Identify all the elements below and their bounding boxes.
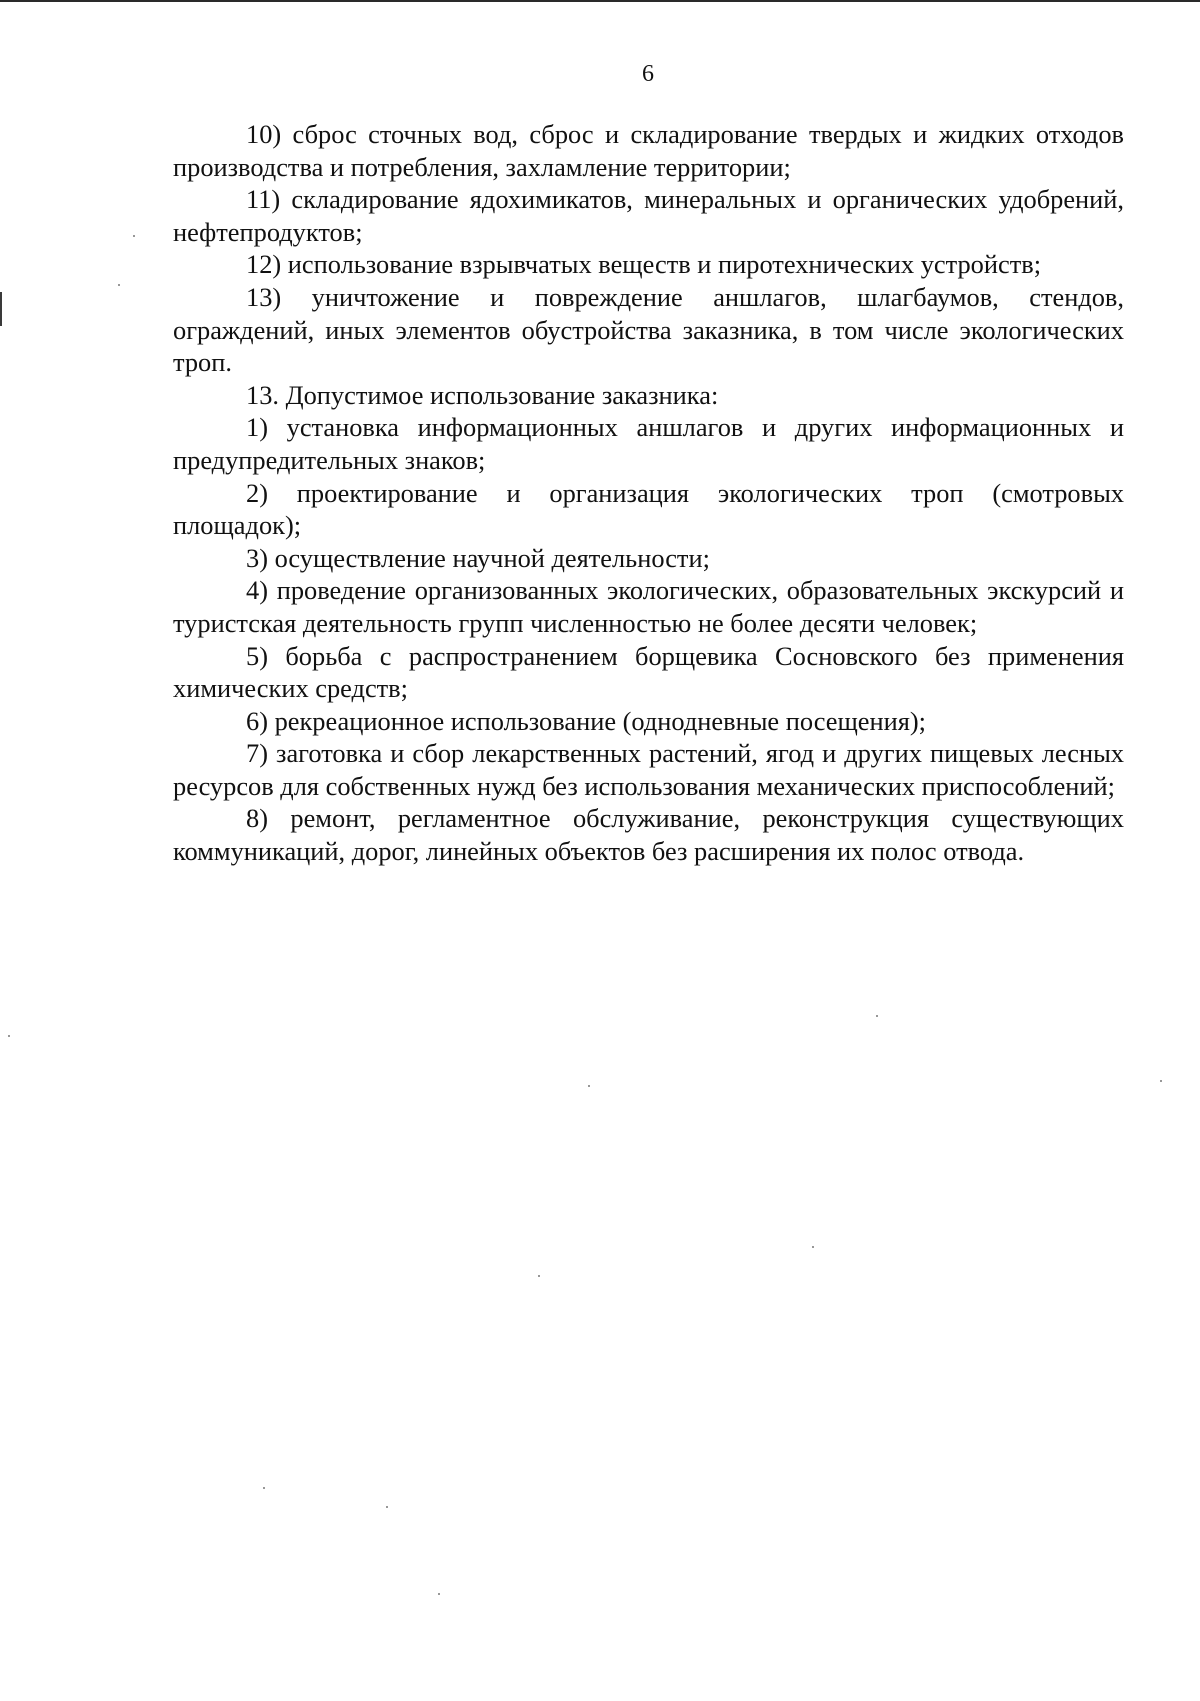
- scan-speck: [133, 235, 135, 237]
- scan-speck: [812, 1246, 814, 1248]
- allowed-item-6: 6) рекреационное использование (однодневные посещения);: [246, 705, 926, 736]
- scan-speck: [438, 1593, 440, 1595]
- list-item-12: 12) использование взрывчатых веществ и пиротехнических устройств;: [246, 249, 1042, 280]
- scan-speck: [588, 1085, 590, 1087]
- allowed-item-4: 4) проведение организованных экологических, образовательных экскурсий и туристская деятельность групп численностью не более десяти человек;: [173, 575, 1124, 638]
- section-heading-13: 13. Допустимое использование заказника:: [246, 379, 719, 410]
- allowed-item-1: 1) установка информационных аншлагов и других информационных и предупредительных знаков;: [173, 412, 1124, 475]
- scan-speck: [118, 284, 120, 286]
- scan-top-edge: [0, 0, 1200, 2]
- scan-speck: [8, 1035, 10, 1037]
- page-number: 6: [642, 61, 654, 87]
- scan-speck: [538, 1275, 540, 1277]
- document-body: [173, 118, 1124, 868]
- allowed-item-5: 5) борьба с распространением борщевика Сосновского без применения химических средств;: [173, 640, 1124, 704]
- scan-speck: [876, 1015, 878, 1017]
- scan-speck: [263, 1487, 265, 1489]
- list-item-11: 11) складирование ядохимикатов, минеральных и органических удобрений, нефтепродуктов;: [173, 184, 1124, 247]
- allowed-item-3: 3) осуществление научной деятельности;: [246, 542, 710, 573]
- allowed-item-2: 2) проектирование и организация экологических троп (смотровых площадок);: [173, 477, 1124, 541]
- list-item-10: 10) сброс сточных вод, сброс и складирование твердых и жидких отходов производства и потребления, захламление территории;: [173, 119, 1124, 182]
- scan-speck: [386, 1506, 388, 1508]
- allowed-item-8: 8) ремонт, регламентное обслуживание, реконструкция существующих коммуникаций, дорог, линейных объектов без расширения их полос отвода.: [173, 803, 1124, 867]
- allowed-item-7: 7) заготовка и сбор лекарственных растений, ягод и других пищевых лесных ресурсов для собственных нужд без использования механических приспособлений;: [173, 738, 1124, 801]
- scan-left-mark: [0, 292, 2, 326]
- scan-speck: [1160, 1080, 1162, 1082]
- list-item-13: 13) уничтожение и повреждение аншлагов, шлагбаумов, стендов, ограждений, иных элементов обустройства заказника, в том числе экологических троп.: [173, 281, 1124, 378]
